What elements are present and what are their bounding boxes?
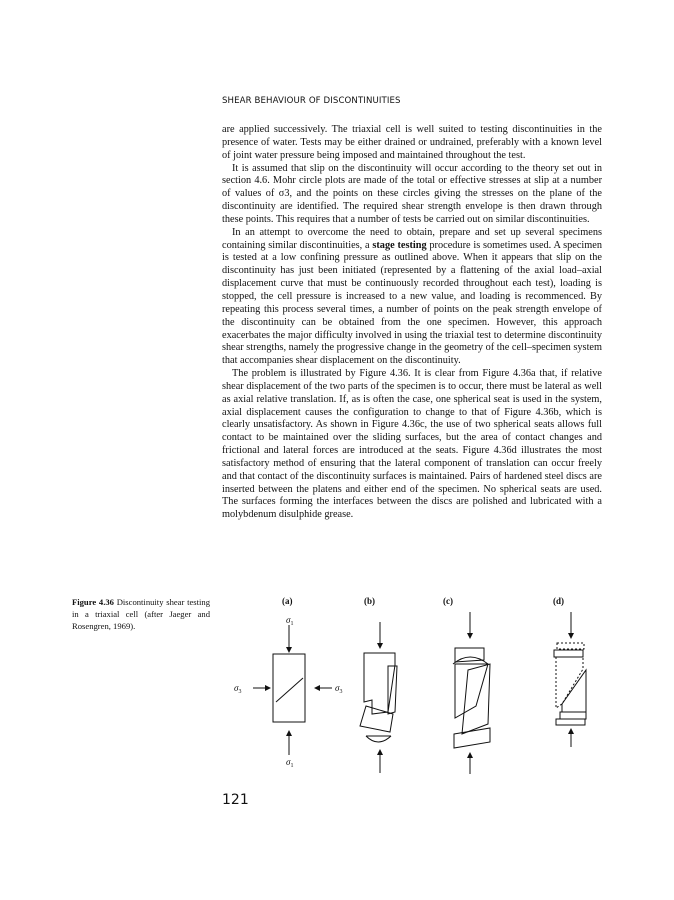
sigma1-top-symbol: σ: [286, 615, 291, 625]
caption-text: Discontinuity shear testing in a triaxial cell (after Jaeger and Rosengren, 1969).: [72, 597, 211, 631]
sigma3-left-label: [234, 683, 241, 695]
paragraph-1: are applied successively. The triaxial cell is well suited to testing discontinuities in the presence of water. Tests may be either drained or undrained, preferably with a known level of joint water pressure being imposed and maintained throughout the test.: [222, 124, 602, 161]
paragraph-3-after: procedure is sometimes used. A specimen is tested at a low confining pressure as outlined above. When it appears that slip on the discontinuity has just been initiated (represented by a flattening of the axial load–axial displacement curve that must be continuously recorded throughout each test), loading is stopped, the cell pressure is increased to a new value, and loading is recommenced. By repeating this process several times, a number of points on the peak strength envelope of the discontinuity can be obtained from the one specimen. However, this approach exacerbates the major difficulty involved in using the triaxial test to determine discontinuity shear strengths, namely the progressive change in the geometry of the cell–specimen system that accompanies shear displacement on the discontinuity.: [222, 239, 603, 367]
sigma3-right-label: [335, 683, 342, 695]
running-head: SHEAR BEHAVIOUR OF DISCONTINUITIES: [222, 96, 401, 106]
panel-label-c: (c): [443, 596, 453, 606]
page-number: 121: [222, 792, 249, 808]
sigma3-left-sub: 3: [238, 689, 242, 695]
panel-c-diagram: [453, 612, 490, 774]
sigma1-bottom-symbol: σ: [286, 757, 291, 767]
panel-b-diagram: [360, 622, 397, 773]
sigma3-left-symbol: σ: [234, 683, 239, 693]
panel-label-d: (d): [553, 596, 564, 606]
sigma3-right-symbol: σ: [335, 683, 340, 693]
panel-label-b: (b): [364, 596, 375, 606]
paragraph-2: It is assumed that slip on the discontinuity will occur according to the theory set out in section 4.6. Mohr circle plots are made of the total or effective stresses at slip at a number of values of σ3, and the points on these circles giving the stresses on the plane of the discontinuity are identified. The required shear strength envelope is then drawn through these points. This requires that a number of tests be carried out on similar discontinuities.: [222, 162, 602, 225]
panel-label-a: (a): [282, 596, 293, 606]
caption-label: Figure 4.36: [72, 597, 114, 607]
sigma1-top-label: [286, 615, 293, 627]
sigma1-bottom-sub: 1: [290, 763, 294, 769]
sigma1-top-sub: 1: [290, 621, 294, 627]
panel-a-diagram: [253, 625, 332, 755]
sigma1-bottom-label: [286, 757, 293, 769]
panel-d-diagram: [554, 612, 586, 747]
paragraph-3-before: In an attempt to overcome the need to obtain, prepare and set up several specimens containing similar discontinuities, a: [222, 226, 602, 251]
stage-testing-term: stage testing: [372, 239, 427, 251]
sigma3-right-sub: 3: [339, 689, 343, 695]
paragraph-4: The problem is illustrated by Figure 4.36. It is clear from Figure 4.36a that, if relative shear displacement of the two parts of the specimen is to occur, there must be lateral as well as axial relative translation. If, as is often the case, one spherical seat is used in the system, axial displacement causes the configuration to change to that of Figure 4.36b, which is clearly unsatisfactory. As shown in Figure 4.36c, the use of two spherical seats allows full contact to be maintained over the sliding surfaces, but the area of contact changes and frictional and lateral forces are introduced at the seats. Figure 4.36d illustrates the most satisfactory method of ensuring that the lateral component of translation can occur freely and that contact of the discontinuity surfaces is maintained. Pairs of hardened steel discs are inserted between the platens and either end of the specimen. No spherical seats are used. The surfaces forming the interfaces between the discs are polished and lubricated with a molybdenum disulphide grease.: [222, 368, 602, 521]
